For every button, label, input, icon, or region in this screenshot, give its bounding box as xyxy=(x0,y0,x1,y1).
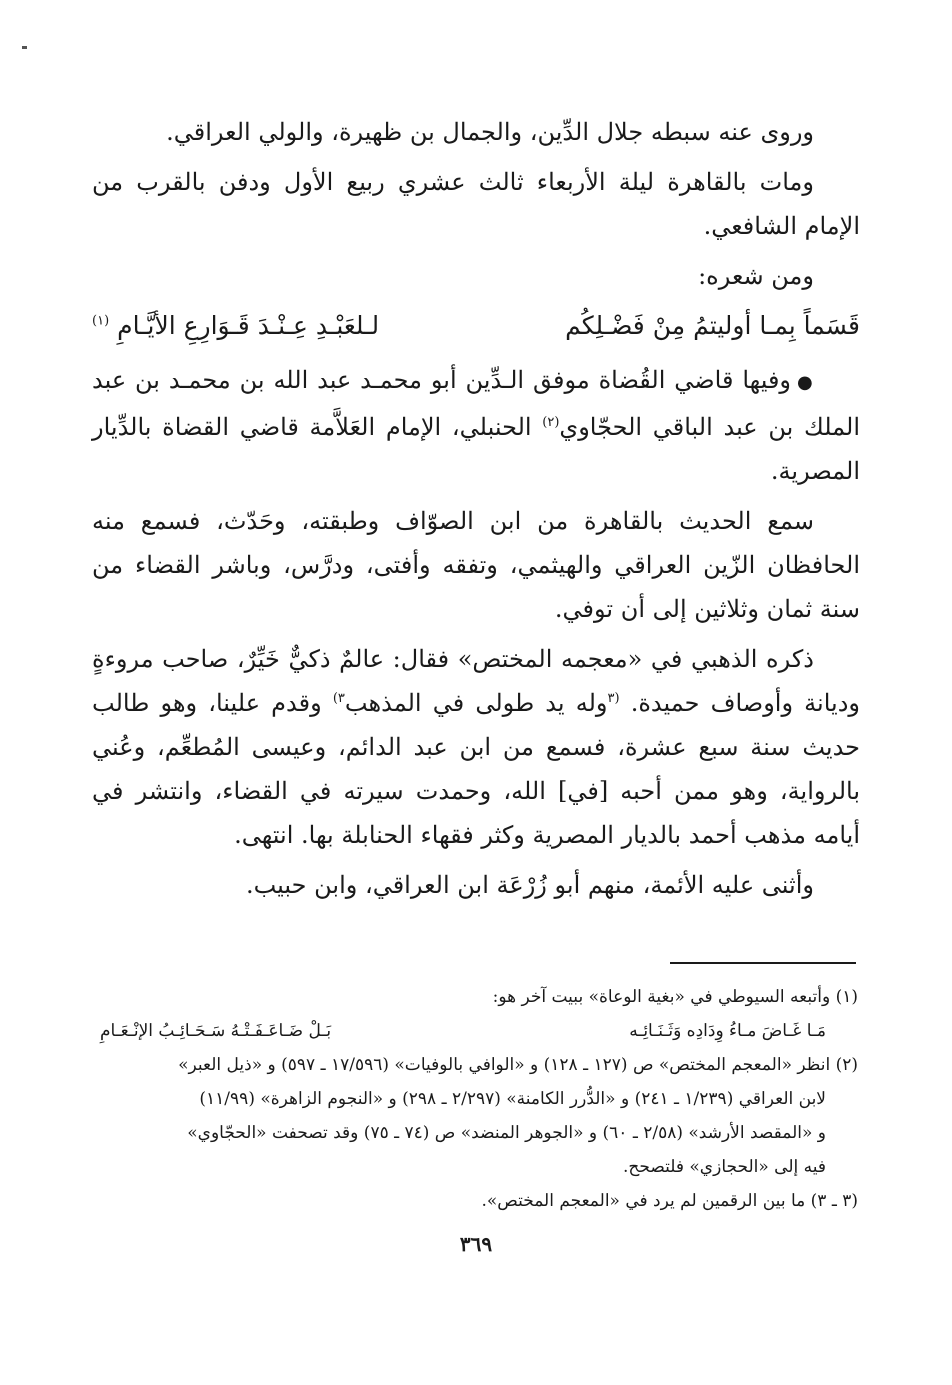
footnote-ref-3-start: (٣ xyxy=(607,691,620,706)
verse-first-hemistich: قَسَماً بِمـا أوليتمُ مِنْ فَضْـلِكُم xyxy=(565,311,860,340)
verse-second-text: لـلعَبْـدِ عِـنْـدَ قَـوَارِعِ الأيَّـامِ xyxy=(117,311,380,340)
paragraph-7: وأثنى عليه الأئمة، منهم أبو زُرْعَة ابن العراقي، وابن حبيب. xyxy=(245,871,814,899)
paragraph-5: سمع الحديث بالقاهرة من ابن الصوّاف وطبقته، وحَدّث، فسمع منه الحافظان الزّين العراقي والهيثمي، وتفقه وأفتى، ودرَّس، وباشر القضاء من سنة ثمان وثلاثين إلى أن توفي. xyxy=(92,507,860,623)
paragraph-6-part-c: وقدم علينا، وهو طالب حديث سنة سبع عشرة، فسمع من ابن عبد الدائم، وعيسى المُطعِّم، وعُني بالرواية، وهو ممن أحبه [في] الله، وحمدت سيرته في القضاء، وانتشر في أيامه مذهب أحمد بالديار المصرية وكثر فقهاء الحنابلة بها. انتهى. xyxy=(92,689,860,849)
footnote-1-verse xyxy=(100,1014,858,1048)
scan-edge-mark xyxy=(22,46,27,49)
footnote-ref-3-end: ٣) xyxy=(332,691,345,706)
footnote-verse-second: بَـلْ ضَـاعَـفَـتْـهُ سَـحَـائِـبُ الإنْـعَـامِ xyxy=(100,1021,332,1041)
footnote-separator xyxy=(670,962,856,964)
footnote-ref-1: (١) xyxy=(92,313,110,329)
verse-second-hemistich xyxy=(92,304,379,348)
paragraph-4-part-b: الحنبلي، الإمام العَلاَّمة قاضي القضاة بالدِّيار المصرية. xyxy=(92,413,860,485)
paragraph-4 xyxy=(92,358,860,493)
footnote-2-line-1: (٢) انظر «المعجم المختص» ص (١٢٧ ـ ١٢٨) و «الوافي بالوفيات» (١٧/٥٩٦ ـ ٥٩٧) و «ذيل العبر» xyxy=(178,1055,858,1075)
paragraph-4-part-a: وفيها قاضي القُضاة موفق الـدِّين أبو محمـد عبد الله بن محمـد بن عبد الملك بن عبد الباقي الحجّاوي xyxy=(92,366,860,441)
poem-verse xyxy=(92,304,860,348)
footnote-1: (١) وأتبعه السيوطي في «بغية الوعاة» ببيت آخر هو: xyxy=(492,987,858,1007)
footnote-2-line-3: و «المقصد الأرشد» (٢/٥٨ ـ ٦٠) و «الجوهر المنضد» ص (٧٤ ـ ٧٥) وقد تصحفت «الحجّاوي» xyxy=(187,1123,826,1143)
paragraph-3: ومن شعره: xyxy=(698,262,814,290)
page-number: ٣٦٩ xyxy=(459,1232,493,1256)
footnote-2-line-4: فيه إلى «الحجازي» فلتصحح. xyxy=(623,1157,826,1177)
paragraph-6-part-b: وله يد طولى في المذهب xyxy=(344,689,608,717)
paragraph-2: ومات بالقاهرة ليلة الأربعاء ثالث عشري ربيع الأول ودفن بالقرب من الإمام الشافعي. xyxy=(92,168,860,240)
paragraph-1: وروى عنه سبطه جلال الدِّين، والجمال بن ظهيرة، والولي العراقي. xyxy=(166,118,814,146)
footnote-3: (٣ ـ ٣) ما بين الرقمين لم يرد في «المعجم المختص». xyxy=(481,1191,858,1211)
footnote-verse-first: مَـا غَـاضَ مـاءُ وِدَادِه وَثَـنَـائِـه xyxy=(629,1021,826,1041)
footnotes xyxy=(100,980,858,1218)
paragraph-6-part-a: ذكره الذهبي في «معجمه المختص» فقال: عالمٌ ذكيٌّ خَيِّرٌ، صاحب مروءةٍ وديانة وأوصاف حميدة. xyxy=(92,645,860,717)
footnote-2-line-2: لابن العراقي (١/٢٣٩ ـ ٢٤١) و «الدُّرر الكامنة» (٢/٢٩٧ ـ ٢٩٨) و «النجوم الزاهرة» (١١/٩٩) xyxy=(199,1089,826,1109)
footnote-ref-2: (٢) xyxy=(542,415,560,430)
paragraph-6 xyxy=(92,637,860,857)
bullet-icon: ● xyxy=(797,372,814,393)
main-text xyxy=(92,110,860,907)
